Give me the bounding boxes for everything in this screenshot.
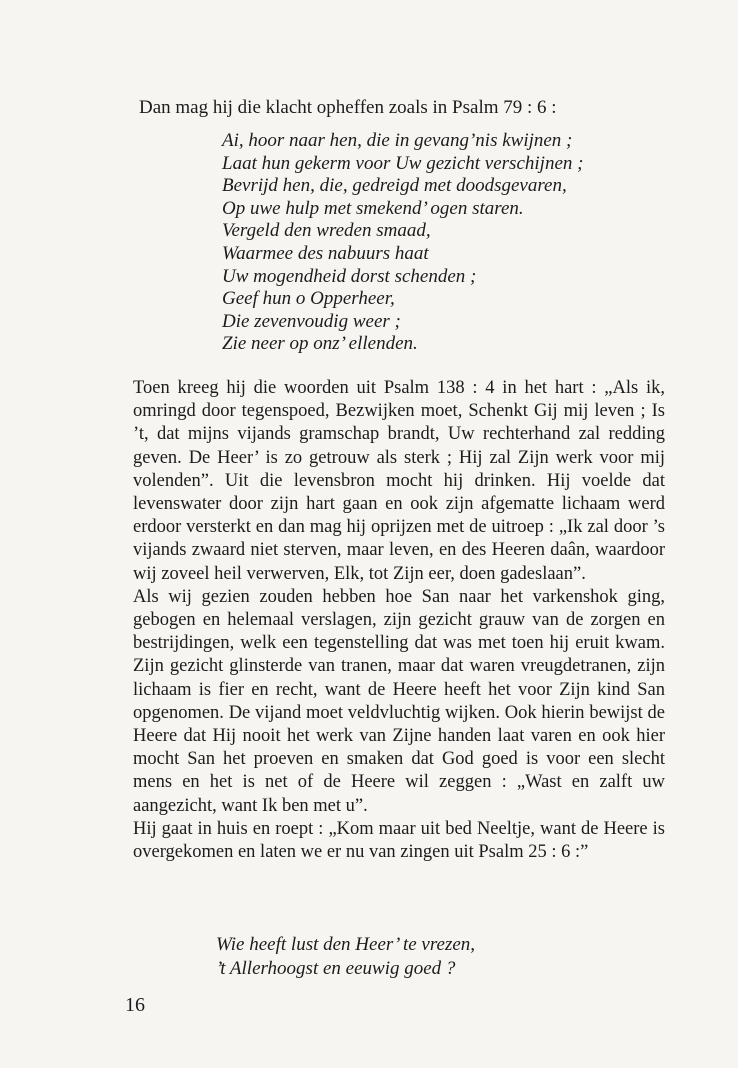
verse-line: Op uwe hulp met smekend’ ogen staren.: [222, 197, 524, 219]
page-number: 16: [125, 994, 145, 1016]
verse-line: Waarmee des nabuurs haat: [222, 242, 429, 264]
verse-line: Bevrijd hen, die, gedreigd met doodsgevaren,: [222, 175, 567, 197]
paragraph: Toen kreeg hij die woorden uit Psalm 138 : 4 in het hart : „Als ik, omringd door tegenspoed, Bezwijken moet, Schenkt Gij mij leven ; Is ’t, dat mijns vijands gramschap brandt, Uw rechterhand zal redding geven. De Heer’ is zo getrouw als sterk ; Hij zal Zijn werk voor mij volenden”. Uit die levensbron mocht hij drinken. Hij voelde dat levenswater door zijn hart gaan en ook zijn afgematte lichaam werd erdoor versterkt en dan mag hij oprijzen met de uitroep : „Ik zal door ’s vijands zwaard niet sterven, maar leven, en des Heeren daân, waardoor wij zoveel heil verwerven, Elk, tot Zijn eer, doen gadeslaan”.: [133, 378, 665, 584]
paragraph: Als wij gezien zouden hebben hoe San naar het varkenshok ging, gebogen en helemaal verslagen, zijn gezicht grauw van de zorgen en bestrijdingen, welk een tegenstelling dat was met toen hij eruit kwam. Zijn gezicht glinsterde van tranen, maar dat waren vreugdetranen, zijn lichaam is fier en recht, want de Heere heeft het voor Zijn kind San opgenomen. De vijand moet veldvluchtig wijken. Ook hierin bewijst de Heere dat Hij nooit het werk van Zijne handen laat varen en ook hier mocht San het proeven en smaken dat God goed is voor een slecht mens en het is net of de Heere wil zeggen : „Wast en zalft uw aangezicht, want Ik ben met u”.: [133, 586, 665, 816]
verse-line: ’t Allerhoogst en eeuwig goed ?: [216, 958, 456, 979]
body-text: [133, 377, 665, 864]
verse-line: Vergeld den wreden smaad,: [222, 220, 431, 242]
psalm-25-verse: [216, 933, 636, 981]
verse-line: Wie heeft lust den Heer’ te vrezen,: [216, 934, 476, 955]
verse-line: Laat hun gekerm voor Uw gezicht verschijnen ;: [222, 152, 584, 174]
verse-line: Zie neer op onz’ ellenden.: [222, 333, 418, 355]
paragraph: Hij gaat in huis en roept : „Kom maar uit bed Neeltje, want de Heere is overgekomen en laten we er nu van zingen uit Psalm 25 : 6 :”: [133, 818, 665, 863]
verse-line: Ai, hoor naar hen, die in gevang’nis kwijnen ;: [222, 130, 573, 151]
verse-line: Die zevenvoudig weer ;: [222, 310, 401, 332]
psalm-79-verse: [222, 130, 702, 356]
verse-line: Geef hun o Opperheer,: [222, 288, 395, 310]
verse-line: Uw mogendheid dorst schenden ;: [222, 265, 477, 287]
intro-line: Dan mag hij die klacht opheffen zoals in Psalm 79 : 6 :: [139, 97, 557, 118]
